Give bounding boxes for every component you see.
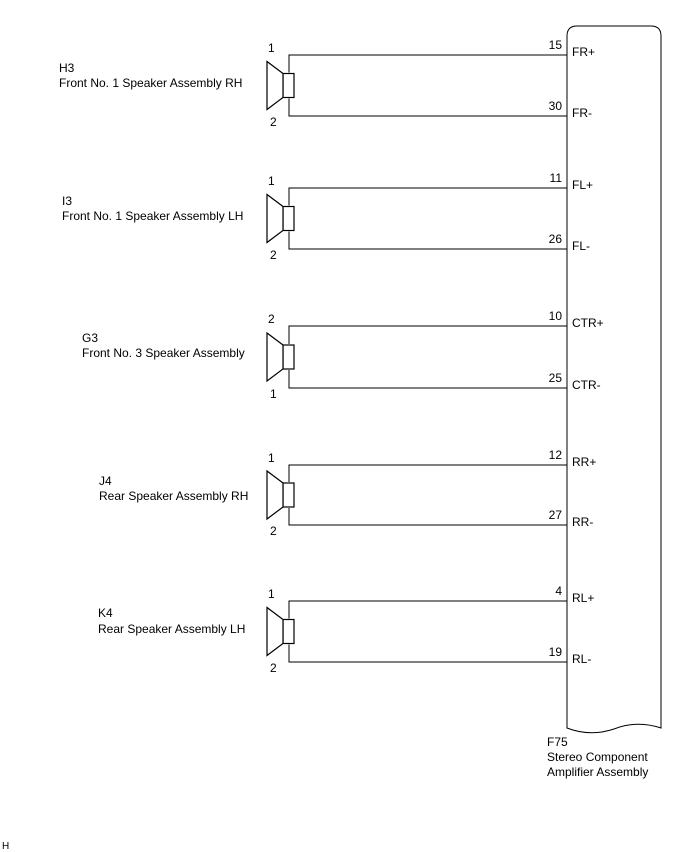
wire-positive [289,465,567,482]
speaker-circuit-k4 [98,584,594,675]
signal-bottom: FL- [572,239,590,253]
speaker-magnet-icon [283,620,294,644]
connector-pin-bottom: 19 [548,645,562,659]
signal-top: RL+ [572,591,595,605]
speaker-code: K4 [98,606,113,620]
speaker-circuit-j4 [99,448,596,538]
signal-bottom: FR- [572,106,592,120]
speaker-circuit-i3 [62,171,593,262]
wire-positive [289,188,567,206]
speaker-pin-bottom: 2 [270,248,277,262]
connector-pin-top: 10 [548,309,562,323]
wire-negative [289,99,567,117]
speaker-pin-top: 1 [268,174,275,188]
speaker-name: Front No. 1 Speaker Assembly LH [62,209,244,223]
speaker-circuit-g3 [82,309,604,401]
signal-top: CTR+ [572,316,604,330]
connector-pin-bottom: 30 [548,99,562,113]
connector-pin-top: 11 [549,171,562,185]
speaker-cone-icon [267,195,283,243]
speaker-pin-bottom: 2 [270,115,277,129]
speaker-pin-top: 1 [268,41,275,55]
signal-bottom: RR- [572,515,594,529]
signal-top: RR+ [572,455,597,469]
connector-pin-top: 15 [548,38,562,52]
speaker-pin-top: 2 [268,312,275,326]
speaker-code: H3 [59,61,75,75]
signal-top: FL+ [572,178,594,192]
speaker-magnet-icon [283,345,294,369]
speaker-cone-icon [267,62,283,110]
speaker-pin-top: 1 [268,587,275,601]
amplifier-code: F75 [547,735,568,749]
amplifier-name-line2: Amplifier Assembly [547,765,649,779]
wire-positive [289,55,567,73]
speaker-name: Front No. 1 Speaker Assembly RH [59,76,243,90]
wire-positive [289,326,567,344]
speaker-magnet-icon [283,207,294,231]
speaker-circuit-h3 [59,38,595,129]
wire-positive [289,601,567,619]
wire-negative [289,232,567,250]
speaker-code: G3 [82,331,99,345]
wire-negative [289,370,567,388]
signal-bottom: RL- [572,652,592,666]
speaker-pin-bottom: 2 [270,661,277,675]
speaker-pin-top: 1 [268,451,275,465]
speaker-cone-icon [267,471,283,519]
speaker-magnet-icon [283,74,294,98]
connector-pin-bottom: 27 [548,508,562,522]
speaker-pin-bottom: 1 [270,387,277,401]
speaker-magnet-icon [283,483,294,507]
footer-mark: H [2,841,10,852]
speaker-circuits [59,38,604,675]
connector-pin-bottom: 26 [548,232,562,246]
wire-negative [289,645,567,663]
speaker-cone-icon [267,333,283,381]
speaker-code: J4 [99,474,112,488]
signal-bottom: CTR- [572,378,601,392]
wire-negative [289,508,567,525]
connector-pin-top: 12 [548,448,562,462]
signal-top: FR+ [572,45,596,59]
speaker-name: Front No. 3 Speaker Assembly [82,346,245,360]
speaker-code: I3 [62,194,73,208]
connector-pin-top: 4 [555,584,562,598]
speaker-name: Rear Speaker Assembly LH [98,622,246,636]
amplifier-name-line1: Stereo Component [547,750,648,764]
connector-pin-bottom: 25 [548,371,562,385]
speaker-cone-icon [267,608,283,656]
speaker-pin-bottom: 2 [270,524,277,538]
speaker-name: Rear Speaker Assembly RH [99,489,249,503]
